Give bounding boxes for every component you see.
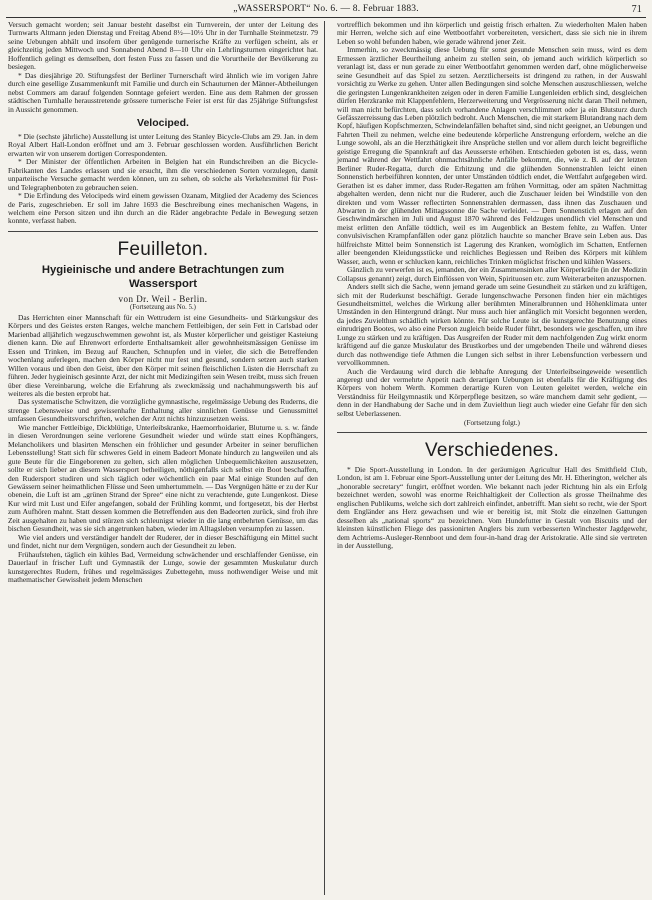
article-paragraph: Immerhin, so zweckmässig diese Uebung für sonst gesunde Menschen sein muss, wird es dem Ermessen ärztlicher Beurtheilung anheim zu stellen sein, ob jemand auch wirklich körperlich so veranlagt ist, dass er nun gerade zu einer Wettbootfahrt genommen werden darf, ohne möglicherweise seine Gesundheit auf das Spiel zu setzen. Aerztlicherseits ist dringend zu rathen, in der Auswahl vorsichtig zu Werke zu gehen. Unter allen Bedingungen sind solche Menschen auszuschliessen, welche die geringsten Lungenkrankheiten zeigen oder in deren Familie Lungenleiden erblich sind, desgleichen dürfen Herzkranke mit Klappenfehlern, Herzerweiterung und Vergrösserung nicht daran Theil nehmen, will man nicht befürchten, dass solch vorhandene Anlagen verschlimmert oder ja ein Blutsturz durch Gefässzerreissung das Leben plötzlich bedroht. Auch Menschen, die mit starkem Blutandrang nach dem Kopf, häufigen Kopfschmerzen, Schwindelanfällen behaftet sind, sind nicht geeignet, an Uebungen und Fahrten Theil zu nehmen, welche eine bedeutende körperliche Anstrengung erfordern, welche an die Lunge sowohl, als an die Herzthätigkeit ihre Ansprüche stellen und vor allem durch leicht begreifliche geistige Erregung die Spannkraft auf das Aeusserste erhöhen. Entschieden geboten ist es, dass, wenn jemand während der Wettfahrt ohnmachtsähnliche Anfälle bekommt, die, wie z. B. auf der letzten Berliner Ruder-Regatta, durch die Erhitzung und die glühenden Sonnenstrahlen leicht einen Sonnenstich herbeiführen konnten, der unter Umständen tödtlich endet, die Wettfahrt aufgegeben wird. Gerathen ist es daher immer, dass Ruder-Regatten am frühen Vormittag, oder am späten Nachmittag abgehalten werden, denn nicht nur die Ruderer, auch die Zuschauer leiden bei Windstille von den direkten und vom Wasser reflectirten Sonnenstrahlen dermassen, dass ihnen das Zuschauen und Abwarten in der glühenden Mittagssonne die Sache verleidet. — Dem Sonnenstich erlagen auf den Geschwindmärschen im Juli und August 1870 während des Feldzuges unendlich viel Menschen und meist erlitten den Anfälle tödtlich, weil es im Augenblick an Bestem fehlte, zu Waffen. Unter convulsivischen Krampfanfällen oder ganz plötzlich hauchte so mancher Brave sein Leben aus. Das hülfreichste Mittel beim Sonnenstich ist Lagerung des Kranken, womöglich im Schatten, Entfernen aller beengenden Kleidungsstücke und reichliches Begiessen und Reiben des Körpers mit kühlem Wasser, auch, wenn er schlucken kann, reichliches Trinken möglichst frischen und kühlen Wassers. (337, 45, 647, 266)
running-header (10, 4, 642, 18)
page-number: 71 (631, 4, 642, 15)
article-paragraph: Gänzlich zu verwerfen ist es, jemanden, der ein Zusammensinken aller Körperkräfte (in der Medizin Collapsus genannt) zeigt, durch Einflössen von Wein, Spirituosen etc. zum Weiterarbeiten anzuspornen. (337, 265, 647, 283)
right-column (337, 21, 647, 551)
verschiedenes-title: Verschiedenes. (424, 440, 560, 462)
article-paragraph: Auch die Verdauung wird durch die lebhafte Anregung der Unterleibseingeweide wesentlich angeregt und der vermehrte Appetit nach derartigen Uebungen ist ebenfalls für die Kräftigung des Körpers von hohem Werth. Kommen derartige Kuren von Leuten geleitet werden, welche ein Verständniss für Heilgymnastik und Körperpflege besitzen, so wäre manchem damit sehr gedient, — denn in der Handhabung der Sache und in dem Zuvielthun liegt auch wieder eine Gefahr für den sich selbst Ueberlassenen. (337, 366, 647, 418)
article-paragraph: Versuch gemacht worden; seit Januar besteht daselbst ein Turnverein, der unter der Leitung des Turnwarts Altmann jeden Dienstag und Freitag Abend 8½—10½ Uhr in der Turnhalle Steinmetzstr. 79 seine Uebungen abhält und insofern über genügende turnerische Kräfte zu verfügen scheint, als er gleichzeitig jeden Mittwoch und Sonnabend Abend 8—10 Uhr ein Lehrlingsturnen eingerichtet hat. Hoffentlich gelingt es demselben, dort festen Fuss zu fassen und die Vorurtheile der Bevölkerung zu besiegen. (8, 20, 318, 72)
article-paragraph: vortrefflich bekommen und ihn körperlich und geistig frisch erhalten. Zu wiederholten Malen haben mir Herren, welche sich auf eine Wettbootfahrt vorbereiteten, versichert, dass sie sich nie in ihrem Leben so wohl befunden haben, wie gerade während jener Zeit. (337, 20, 647, 46)
to-be-continued-note: (Fortsetzung folgt.) (464, 419, 520, 428)
article-paragraph: Wie mancher Fettleibige, Dickblütige, Unterleibskranke, Haemorrhoidarier, Bluturne u. s. w. fände in diesen Verordnungen seine verlorene Gesundheit wieder und würde statt eines Kopfhängers, Melancholikers und blasirten Menschen ein fröhlicher und gesunder Arbeiter in seiner beruflichen Lebensstellung! Statt sich für schweres Geld in einem Badeort Monate hindurch zu langweilen und als gute Beute für die Eingeborenen zu gelten, sich allen möglichen Unbequemlichkeiten auszusetzen, sollte er sich lieber an diesem Wassersport betheiligen, nöthigenfalls sich selbst ein Boot beschaffen, den Rudersport studiren und sich täglich oder wöchentlich ein paar Mal einige Stunden auf den Gewässern seiner heimathlichen Flüsse und Seen umhertummeln. — Das Vergnügen hätte er zu der Kur obenein, die Luft ist am „grünen Strand der Spree“ eine nicht zu verachtende, gute Lungenkost. Diese Kur wird mit Lust und Eifer angefangen, sobald der Frühling kommt, und fortgesetzt, bis der Herbst zum Aufhören mahnt. Statt dessen kommen die Betreffenden aus den Badeorten zurück, sind froh ihre Zeit ausgehalten zu haben und stürzen sich schleunigst wieder in die lang entbehrten Genüsse, um das bischen Gesundheit, was sie sich angetrunken haben, wieder im Alltagsleben versumpfen zu lassen. (8, 422, 318, 534)
header-rule (6, 17, 646, 18)
continuation-note: (Fortsetzung aus No. 5.) (130, 304, 196, 312)
column-separator (324, 21, 325, 895)
article-paragraph: * Die Sport-Ausstellung in London. In der geräumigen Agricultur Hall des Smithfield Club, London, ist am 1. Februar eine Sport-Ausstellung unter der Leitung des Mr. H. Etherington, welcher als „honorable secretary“ fungirt, eröffnet worden. Wie bekannt nach jeder Richtung hin als ein Erfolg bezeichnet werden, sowohl was enorme Reichhaltigkeit der Collection als grosse Theilnahme des englischen Publikums, welche sich dort zahlreich einfindet, anbetrifft. Man sieht so recht, wie der Sport dem Engländer ans Herz gewachsen und wie er bereitig ist, mit Stolz die einzelnen Gattungen desselben als „national sports“ zu bezeichnen. Vom Hundefutter in Gestalt von Biscuits und der kleinsten künstlichen Fliege des passionirten Anglers bis zum verbesserten Winchester Jagdgewehr, dem Achtriems-Ausleger-Rennboot und dem four-in-hand drag der Aristokratie. Alle sind sie vertreten in der Ausstellung, (337, 465, 647, 551)
feuilleton-title: Feuilleton. (117, 238, 209, 260)
left-column (8, 21, 318, 584)
section-heading-velociped: Velociped. (137, 116, 189, 129)
feuilleton-subtitle: Hygieinische und andere Betrachtungen zum Wassersport (41, 264, 285, 291)
article-paragraph: * Der Minister der öffentlichen Arbeiten in Belgien hat ein Rundschreiben an die Bicycle-Fabrikanten des Landes erlassen und sie ersucht, ihm die verschiedenen Sorten vorzulegen, damit unparteiische Versuche gemacht werden können, um zu sehen, ob solche als Verkehrsmittel für Post- und Telegraphenboten zu gebrauchen seien. (8, 157, 318, 192)
article-paragraph: Wie viel anders und verständiger handelt der Ruderer, der in dieser Beschäftigung ein Mittel sucht und findet, nicht nur dem Vergnügen, sondern auch der Gesundheit zu leben. (8, 532, 318, 551)
article-paragraph: * Die Erfindung des Velocipeds wird einem gewissen Ozanam, Mitglied der Academy des Sciences de Paris, zugeschrieben. Er soll im Jahre 1693 die Beschreibung eines mechanischen Wagens, in welchem eine Person sitzen und ihn durch an die Räder angebrachte Pedale in Bewegung setzen konnte, verfasst haben. (8, 191, 318, 226)
article-paragraph: Frühaufstehen, täglich ein kühles Bad, Vermeidung schwächender und erschlaffender Genüsse, ein Dauerlauf in frischer Luft und Gymnastik der Lunge, sowie der gesammten Muskulatur durch kunstgerechtes Rudern, frühes und regelmässiges Zubettegehn, muss nothwendiger Weise und mit mathematischer Gewissheit jedem Menschen (8, 549, 318, 584)
author-line: von Dr. Weil - Berlin. (118, 294, 208, 304)
article-paragraph: Das Herrichten einer Mannschaft für ein Wettrudern ist eine Gesundheits- und Stärkungskur des Körpers und des Geistes ersten Ranges, welche manchem Fettleibigen, der sein Fett in Carlsbad oder Marienbad alljährlich wegzuschwemmen gewohnt ist, als Muster körperlicher und geistiger Kasteiung dienen kann. Die auf Ehrenwort erforderte Enthaltsamkeit aller gewohnheitsmässigen Genüsse im Essen und Trinken, im Bezug auf Rauchen, Schnupfen und in vieler, die sich die Betreffenden wochenlang auferlegen, machen den Körper nicht nur fest und gesund, sondern setzen auch starken Willen voraus und üben den Geist, über den Körper mit seinen fleischlichen Lüsten die Herrschaft zu führen. Jeder hygieinisch gesinnte Arzt, der nicht mit Medizingiften sein Wesen treibt, muss sich freuen über diese Vereinbarung, welche die Erfahrung als zweckmässig und nachahmungswerth bis auf weiteres als die besten erprobt hat. (8, 312, 318, 398)
article-paragraph: * Die (sechste jährliche) Ausstellung ist unter Leitung des Stanley Bicycle-Clubs am 29. Jan. in dem Royal Albert Hall-London eröffnet und am 3. Februar geschlossen worden. Ausführlichen Bericht erwarten wir von unserem dortigen Correspondenten. (8, 131, 318, 158)
running-title: „WASSERSPORT“ No. 6. — 8. Februar 1883. (233, 4, 419, 14)
section-divider (337, 432, 647, 433)
article-paragraph: Das systematische Schwitzen, die vorzügliche gymnastische, regelmässige Uebung des Ruderns, die strenge Lebensweise und gewissenhafte Enthaltung aller sinnlichen Genüsse und Genussmittel umfassen Gesundheitsvorschriften, welchen der Arzt nichts hinzuzusetzen weiss. (8, 397, 318, 424)
article-paragraph: * Das diesjährige 20. Stiftungsfest der Berliner Turnerschaft wird ähnlich wie im vorigen Jahre durch eine gesellige Zusammenkunft mit Familie und durch ein Schauturnen der Männer-Abtheilungen nebst Commers am darauf folgenden Sonntage gefeiert werden. Eine aus dem Rahmen der grossen städtischen Turnhalle herausstretende grössere turnerische Feier ist erst für das 25jährige Stiftungsfest in Aussicht genommen. (8, 70, 318, 114)
section-divider (8, 231, 318, 232)
article-paragraph: Anders stellt sich die Sache, wenn jemand gerade um seine Gesundheit zu stärken und zu kräftigen, sich mit der Ruderkunst beschäftigt. Gerade lungenschwache Personen finden hier ein mächtiges Gesundheitsmittel, welches die Wirkung aller berühmten Mineralbrunnen und Höhenklimata unter Umständen in den Hintergrund drängt. Nur muss auch hier anfänglich mit Vorsicht begonnen werden, da jedes Zuvielthun schädlich wirken könnte. Für solche Leute ist die kunstgerechte Benutzung eines einrudrigen Bootes, wo also eine Person zugleich beide Ruder führt, besonders wie geschaffen, um ihre Lunge zu stärken und zu kräftigen. Das Ausgreifen der Ruder mit dem nachfolgenden Zug wirkt enorm kräftigend auf die ganze Muskulatur des Brustkorbes und der umgebenden Theile und während dieses durch das nothwendige tiefe Athmen die Lungen sich selbst in ihrer Lebensfunction verbessern und vervollkommnen. (337, 282, 647, 368)
